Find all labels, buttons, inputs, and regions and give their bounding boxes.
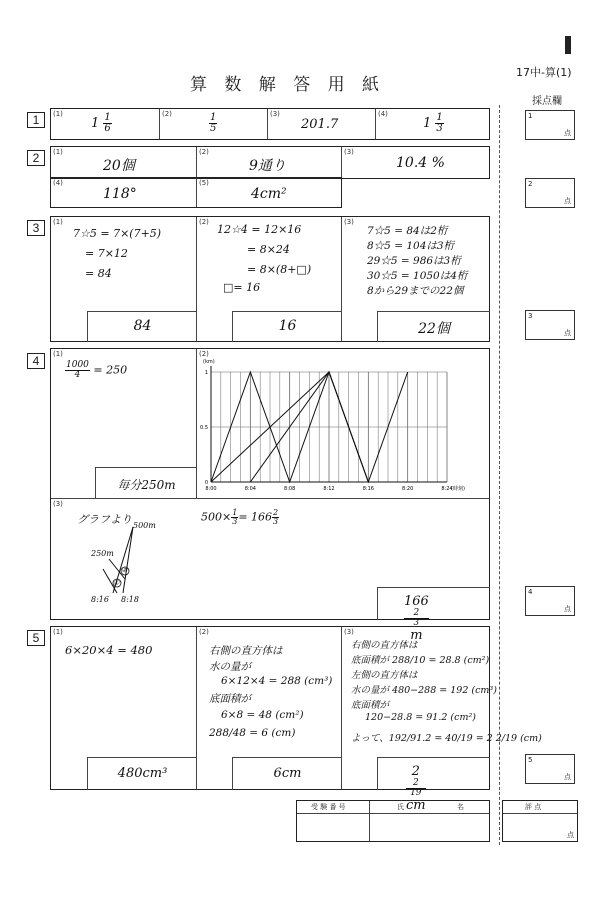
q3-work-1-line-3: = 84 xyxy=(85,267,112,280)
q5-answer-box-3[interactable]: 2 2 19 cm xyxy=(377,757,490,790)
q5-answer-box-1[interactable]: 480cm³ xyxy=(87,757,197,790)
q4-answer-box-1[interactable]: 毎分250m xyxy=(95,467,197,498)
q3-work-3-line-5: 8から29までの22個 xyxy=(367,285,464,297)
q5-work-2-line-2: 水の量が xyxy=(209,661,251,673)
q4-sketch-label-2: ② xyxy=(121,566,128,574)
q4-answer-box-3[interactable]: 166 2 3 m xyxy=(377,587,490,620)
score-box-4[interactable]: 4 点 xyxy=(525,586,575,616)
q3-work-3-line-4: 30☆5 = 1050は4桁 xyxy=(367,270,468,282)
q3-work-3-line-1: 7☆5 = 84は2桁 xyxy=(367,225,448,237)
q4-sketch-250m: 250m xyxy=(91,549,114,558)
q1-answer-2[interactable]: $\frac{1}{5}$ xyxy=(210,112,217,134)
q1-number: 1 xyxy=(27,112,45,128)
q5-work-3-line-3: 左側の直方体は xyxy=(351,670,418,681)
x-tick-label: 8:24 xyxy=(441,486,453,492)
q4-sketch-818: 8:18 xyxy=(121,595,139,604)
q1-answer-1[interactable]: 1 $\frac{1}{6}$ xyxy=(91,112,111,134)
q4-box: (1) (2) (3) $\frac{1000}{4}$ = 250 毎分250m 0 0.5 1 (km) 8:00 8:04 8:08 8:12 8:16 8:20 8:24 (時刻) グラフより 500m 250m 8:16 8:18 ① ② 500× $\frac{1}{3}$ = 166 $\frac{2}{3}$ 166 2 3 m xyxy=(50,348,490,620)
y-tick-label: 1 xyxy=(204,370,208,376)
x-tick-label: 8:20 xyxy=(402,486,414,492)
q2-answer-3[interactable]: 10.4 % xyxy=(396,155,445,171)
q4-work-3-formula: 500× $\frac{1}{3}$ = 166 $\frac{2}{3}$ xyxy=(201,508,279,526)
x-tick-label: 8:12 xyxy=(323,486,335,492)
score-box-1[interactable]: 1 点 xyxy=(525,110,575,140)
q3-work-1-line-1: 7☆5 = 7×(7+5) xyxy=(73,227,162,240)
q5-number: 5 xyxy=(27,630,45,646)
travel-graph xyxy=(197,351,489,497)
q3-answer-box-2[interactable]: 16 xyxy=(232,311,342,342)
total-score-label: 評 点 xyxy=(525,803,542,811)
exam-number-label: 受 験 番 号 xyxy=(311,803,346,811)
q5-work-3-line-4: 水の量が 480−288 = 192 (cm³) xyxy=(351,685,497,696)
q3-work-2-line-1: 12☆4 = 12×16 xyxy=(217,223,302,236)
q2-number: 2 xyxy=(27,150,45,166)
x-tick-label: 8:08 xyxy=(284,486,296,492)
score-box-3[interactable]: 3 点 xyxy=(525,310,575,340)
q2-box-row1: (1) (2) (3) 20個 9通り 10.4 % xyxy=(50,146,490,179)
q3-answer-box-1[interactable]: 84 xyxy=(87,311,197,342)
q5-work-2-line-6: 288/48 = 6 (cm) xyxy=(209,727,296,739)
y-tick-label: 0.5 xyxy=(200,425,208,431)
name-field[interactable] xyxy=(372,815,487,841)
q5-work-3-line-1: 右側の直方体は xyxy=(351,640,418,651)
q4-work-1: $\frac{1000}{4}$ = 250 xyxy=(66,360,128,380)
x-tick-label: 8:00 xyxy=(205,486,217,492)
q5-work-3-line-7: よって、192/91.2 = 40/19 = 2 2/19 (cm) xyxy=(351,733,542,744)
q3-work-3-line-3: 29☆5 = 986は3桁 xyxy=(367,255,461,267)
q5-work-1: 6×20×4 = 480 xyxy=(65,643,153,657)
q4-sketch-label-1: ① xyxy=(113,579,120,587)
exam-number-field[interactable] xyxy=(299,815,367,841)
q1-answer-4[interactable]: 1 $\frac{1}{3}$ xyxy=(423,112,443,134)
q2-box-row2: (4) (5) 118° 4cm² xyxy=(50,177,342,208)
score-box-2[interactable]: 2 点 xyxy=(525,178,575,208)
q5-work-3-line-5: 底面積が xyxy=(351,700,390,711)
total-score-box[interactable] xyxy=(502,800,578,842)
q3-answer-box-3[interactable]: 22個 xyxy=(377,311,490,342)
x-axis-label: (時刻) xyxy=(451,486,465,492)
candidate-info xyxy=(296,800,490,842)
name-given-label: 名 xyxy=(457,803,464,811)
q2-answer-1[interactable]: 20個 xyxy=(103,158,135,174)
score-column-label: 採点欄 xyxy=(532,96,562,107)
score-box-5[interactable]: 5 点 xyxy=(525,754,575,784)
exam-code: 17中-算(1) xyxy=(516,66,572,79)
q3-work-3-line-2: 8☆5 = 104は3桁 xyxy=(367,240,455,252)
q5-work-3-line-2: 底面積が 288/10 = 28.8 (cm²) xyxy=(351,655,490,666)
y-tick-label: 0 xyxy=(204,480,208,486)
q5-work-2-line-1: 右側の直方体は xyxy=(209,645,283,657)
q2-answer-4[interactable]: 118° xyxy=(103,186,137,202)
y-axis-label: (km) xyxy=(203,359,215,365)
q5-work-3-line-6: 120−28.8 = 91.2 (cm²) xyxy=(365,712,476,723)
q4-sketch-816: 8:16 xyxy=(91,595,109,604)
x-tick-label: 8:04 xyxy=(244,486,256,492)
q3-number: 3 xyxy=(27,220,45,236)
q5-work-2-line-5: 6×8 = 48 (cm²) xyxy=(221,709,304,721)
q5-work-2-line-4: 底面積が xyxy=(209,693,251,705)
q4-sketch xyxy=(89,519,159,599)
q3-work-1-line-2: = 7×12 xyxy=(85,247,128,260)
q2-answer-2[interactable]: 9通り xyxy=(249,158,286,174)
q4-number: 4 xyxy=(27,353,45,369)
q5-answer-box-2[interactable]: 6cm xyxy=(232,757,342,790)
page-title: 算 数 解 答 用 紙 xyxy=(190,75,386,95)
q5-box: (1) (2) (3) 6×20×4 = 480 右側の直方体は 水の量が 6×12×4 = 288 (cm³) 底面積が 6×8 = 48 (cm²) 288/48 = 6 (cm) 右側の直方体は 底面積が 288/10 = 28.8 (cm²) 左側の直方体は 水の量が 480−288 = 192 (cm³) 底面積が 120−28.8 = 91.2 (cm²) よって、192/91.2 = 40/19 = 2 2/19 (cm) 480cm³ 6cm 2 2 19 cm xyxy=(50,626,490,790)
corner-mark xyxy=(565,36,571,54)
x-tick-label: 8:16 xyxy=(362,486,374,492)
q1-box: (1) (2) (3) (4) 1 $\frac{1}{6}$ $\frac{1}{5}$ 201.7 1 $\frac{1}{3}$ xyxy=(50,108,490,140)
q3-work-2-line-4: □= 16 xyxy=(223,281,261,294)
q2-answer-5[interactable]: 4cm² xyxy=(251,186,287,202)
q3-work-2-line-2: = 8×24 xyxy=(247,243,290,256)
q5-work-2-line-3: 6×12×4 = 288 (cm³) xyxy=(221,675,333,687)
q1-answer-3[interactable]: 201.7 xyxy=(301,117,339,132)
q4-work-3-text: グラフより xyxy=(77,513,132,526)
q3-work-2-line-3: = 8×(8+□) xyxy=(247,263,312,276)
q4-sketch-500m: 500m xyxy=(133,521,156,530)
total-score-unit: 点 xyxy=(567,831,574,839)
name-family-label: 氏 xyxy=(397,803,404,811)
q3-box: (1) (2) (3) 7☆5 = 7×(7+5) = 7×12 = 84 12☆4 = 12×16 = 8×24 = 8×(8+□) □= 16 7☆5 = 84は2桁 8☆5 = 104は3桁 29☆5 = 986は3桁 30☆5 = 1050は4桁 8から29までの22個 84 16 22個 xyxy=(50,216,490,342)
